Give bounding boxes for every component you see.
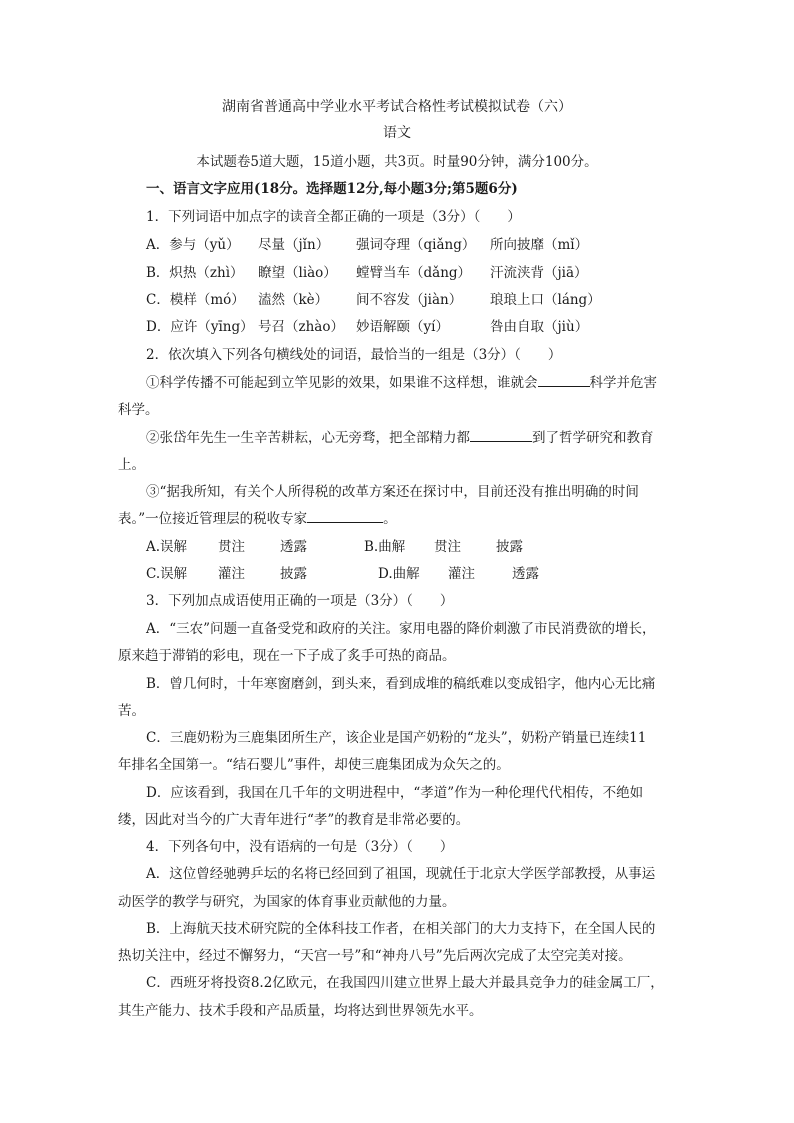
- q1-option-c-2: 溘然（kè）: [258, 292, 329, 308]
- q2-s2-text-b: 到了哲学研究和教育: [532, 430, 654, 446]
- q1-option-d-1: D．应许（yīng）: [146, 319, 254, 335]
- exam-intro: 本试题卷5道大题，15道小题，共3页。时量90分钟，满分100分。: [196, 154, 598, 170]
- q2-s2-continued: 上。: [118, 457, 145, 473]
- q1-option-b-1: B．炽热（zhì）: [146, 265, 244, 281]
- q4-option-b-line1: B．上海航天技术研究院的全体科技工作者，在相关部门的大力支持下，在全国人民的: [146, 921, 656, 937]
- q1-option-d-2: 号召（zhào）: [258, 319, 344, 335]
- q2-option-a-2: 贯注: [218, 539, 245, 555]
- q2-blank-2: [470, 427, 532, 442]
- q3-option-c-line1: C．三鹿奶粉为三鹿集团所生产，该企业是国产奶粉的“龙头”，奶粉产销量已连续11: [146, 730, 647, 746]
- section-heading: 一、语言文字应用(18分。选择题12分,每小题3分;第5题6分): [146, 181, 518, 197]
- q2-s3-text-c: 。: [383, 511, 397, 527]
- q2-option-d-1: D.曲解: [378, 566, 420, 582]
- q1-option-c-4: 琅琅上口（láng）: [490, 292, 601, 308]
- q2-option-b-2: 贯注: [434, 539, 461, 555]
- q4-option-a-line2: 动医学的教学与研究，为国家的体育事业贡献他的力量。: [118, 894, 456, 910]
- q2-option-c-3: 披露: [280, 566, 307, 582]
- q3-option-c-line2: 年排名全国第一。“结石婴儿”事件，却使三鹿集团成为众矢之的。: [118, 757, 510, 773]
- q4-option-c-line2: 其生产能力、技术手段和产品质量，均将达到世界领先水平。: [118, 1003, 483, 1019]
- q3-option-d-line1: D．应该看到，我国在几千年的文明进程中，“孝道”作为一种伦理代代相传，不绝如: [146, 785, 644, 801]
- q1-option-d-3: 妙语解颐（yí）: [356, 319, 449, 335]
- q2-option-a-1: A.误解: [146, 539, 188, 555]
- q2-s1-text-a: ①科学传播不可能起到立竿见影的效果，如果谁不这样想，谁就会: [146, 375, 538, 391]
- q1-option-b-2: 瞭望（liào）: [258, 265, 337, 281]
- q3-option-b-line1: B．曾几何时，十年寒窗磨剑，到头来，看到成堆的稿纸难以变成铅字，他内心无比痛: [146, 676, 656, 692]
- question-3-stem: 3．下列加点成语使用正确的一项是（3分）（ ）: [146, 593, 454, 609]
- q2-s1-text-b: 科学并危害: [589, 375, 657, 391]
- q2-option-d-2: 灌注: [448, 566, 475, 582]
- q3-option-b-line2: 苦。: [118, 703, 145, 719]
- q4-option-a-line1: A．这位曾经驰骋乒坛的名将已经回到了祖国，现就任于北京大学医学部教授，从事运: [146, 866, 656, 882]
- q2-option-c-2: 灌注: [218, 566, 245, 582]
- q2-s1-continued: 科学。: [118, 402, 159, 418]
- q1-option-d-4: 咎由自取（jiù）: [490, 319, 589, 335]
- q2-sentence-1: [146, 371, 657, 391]
- q2-sentence-2: [146, 426, 654, 446]
- q1-option-b-3: 螳臂当车（dǎng）: [356, 265, 472, 281]
- q3-option-a-line1: A．“三农”问题一直备受党和政府的关注。家用电器的降价刺激了市民消费欲的增长，: [146, 621, 656, 637]
- exam-title: 湖南省普通高中学业水平考试合格性考试模拟试卷（六）: [222, 99, 572, 115]
- q2-sentence-3-cont: [118, 507, 397, 527]
- q1-option-c-3: 间不容发（jiàn）: [356, 292, 463, 308]
- q2-option-d-3: 透露: [512, 566, 539, 582]
- q2-option-b-3: 披露: [496, 539, 523, 555]
- question-1-stem: 1．下列词语中加点字的读音全都正确的一项是（3分）（ ）: [146, 209, 521, 225]
- question-2-stem: 2．依次填入下列各句横线处的词语，最恰当的一组是（3分）（ ）: [146, 347, 562, 363]
- q1-option-b-4: 汗流浃背（jiā）: [490, 265, 588, 281]
- q1-option-a-3: 强词夺理（qiǎng）: [356, 237, 476, 253]
- q1-option-a-2: 尽量（jǐn）: [258, 237, 330, 253]
- q4-option-b-line2: 热切关注中，经过不懈努力，“天宫一号”和“神舟八号”先后两次完成了太空完美对接。: [118, 948, 632, 964]
- q4-option-c-line1: C．西班牙将投资8.2亿欧元，在我国四川建立世界上最大并最具竞争力的硅金属工厂，: [146, 975, 664, 991]
- q2-blank-1: [538, 372, 590, 387]
- q2-s2-text-a: ②张岱年先生一生辛苦耕耘，心无旁骛，把全部精力都: [146, 430, 470, 446]
- q1-option-c-1: C．模样（mó）: [146, 292, 245, 308]
- q2-blank-3: [307, 508, 383, 523]
- q2-option-c-1: C.误解: [146, 566, 188, 582]
- q2-sentence-3: ③“据我所知，有关个人所得税的改革方案还在探讨中，目前还没有推出明确的时间: [146, 484, 639, 500]
- q2-option-a-3: 透露: [280, 539, 307, 555]
- q2-s3-text-b: 表。”一位接近管理层的税收专家: [118, 511, 308, 527]
- q1-option-a-1: A．参与（yǔ）: [146, 237, 240, 253]
- q3-option-d-line2: 缕，因此对当今的广大青年进行“孝”的教育是非常必要的。: [118, 812, 470, 828]
- q2-option-b-1: B.曲解: [364, 539, 406, 555]
- question-4-stem: 4．下列各句中，没有语病的一句是（3分）（ ）: [146, 839, 454, 855]
- q1-option-a-4: 所向披靡（mǐ）: [490, 237, 589, 253]
- q3-option-a-line2: 原来趋于滞销的彩电，现在一下子成了炙手可热的商品。: [118, 648, 456, 664]
- subject-title: 语文: [383, 125, 411, 141]
